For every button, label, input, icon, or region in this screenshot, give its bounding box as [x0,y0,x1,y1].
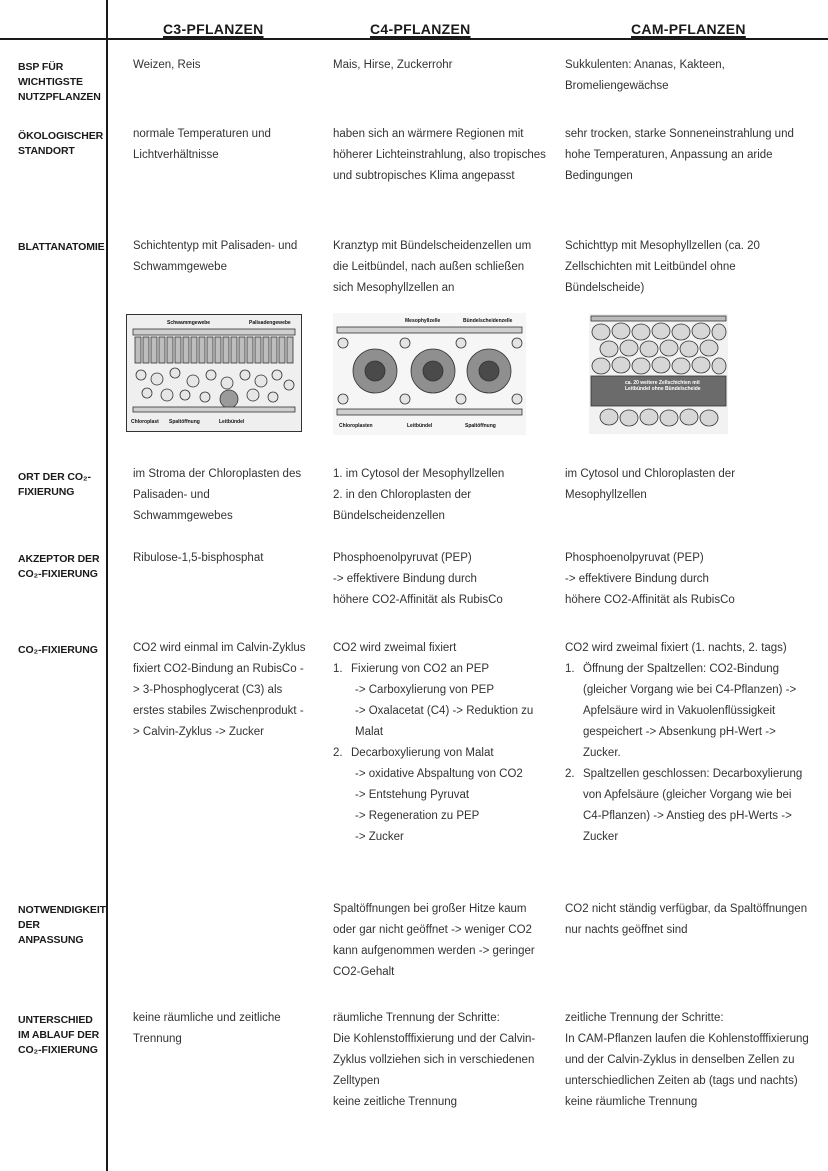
fix-c4-intro: CO2 wird zweimal fixiert [333,642,457,654]
ort-c4-line2: 2. in den Chloroplasten der Bündelscheidenzellen [333,489,472,522]
cell-notwendigkeit-c4: Spaltöffnungen bei großer Hitze kaum oder gar nicht geöffnet -> weniger CO2 kann aufgenommen werden -> geringer CO2-Gehalt [333,903,535,978]
row-label-fixierung: CO₂-FIXIERUNG [18,644,98,656]
cell-ort-c3: im Stroma der Chloroplasten des Palisaden- und Schwammgewebes [133,468,302,522]
unterschied-cam-line1: zeitliche Trennung der Schritte: [565,1012,724,1024]
akzeptor-c4-line3: höhere CO2-Affinität als RubisCo [333,594,503,606]
akzeptor-cam-line2: -> effektivere Bindung durch [565,573,709,585]
cell-bsp-c4: Mais, Hirse, Zuckerrohr [333,59,453,71]
c4-label-spalt: Spaltöffnung [465,423,496,429]
cell-akzeptor-c3: Ribulose-1,5-bisphosphat [133,552,264,564]
fix-cam-step1-num: 1. [565,663,575,675]
fix-cam-step2-text: Spaltzellen geschlossen: Decarboxylierung von Apfelsäure (gleicher Vorgang wie bei C4-Pflanzen) -> Anstieg des pH-Werts -> Zucker [583,768,803,843]
ort-c4-line1: 1. im Cytosol der Mesophyllzellen [333,468,505,480]
unterschied-c4-line2: Die Kohlenstofffixierung und der Calvin-Zyklus vollziehen sich in verschiedenen Zelltypen [333,1033,536,1087]
cell-anatomie-cam: Schichttyp mit Mesophyllzellen (ca. 20 Zellschichten mit Leitbündel ohne Bündelscheide) [565,240,760,294]
fix-c4-step2-b: -> Entstehung Pyruvat [355,789,470,801]
fix-c4-step1-num: 1. [333,663,343,675]
c3-label-leitbuendel: Leitbündel [219,419,245,425]
vertical-divider [106,0,108,1171]
c3-label-spalt: Spaltöffnung [169,419,200,425]
unterschied-cam-line3: keine räumliche Trennung [565,1096,698,1108]
fix-c4-step1-text: Fixierung von CO2 an PEP [351,663,490,675]
fix-c4-step2-num: 2. [333,747,343,759]
cell-standort-c3: normale Temperaturen und Lichtverhältnisse [133,128,271,161]
cell-anatomie-c3: Schichtentyp mit Palisaden- und Schwammgewebe [133,240,298,273]
c3-label-palisade: Palisadengewebe [249,320,291,326]
fix-cam-step2-num: 2. [565,768,575,780]
c4-label-meso: Mesophyllzelle [405,318,441,324]
cell-fixierung-c3: CO2 wird einmal im Calvin-Zyklus fixiert CO2-Bindung an RubisCo -> 3-Phosphoglycerat (C3) als erstes stabiles Zwischenprodukt -> Calvin-Zyklus -> Zucker [133,642,306,738]
cell-notwendigkeit-cam: CO2 nicht ständig verfügbar, da Spaltöffnungen nur nachts geöffnet sind [565,903,808,936]
cell-unterschied-c4 [333,1008,543,1113]
header-divider [0,38,828,40]
c4-label-scheide: Bündelscheidenzelle [463,318,513,324]
row-label-notwendigkeit: NOTWENDIGKEIT DER ANPASSUNG [18,904,106,946]
row-label-anatomie: BLATTANATOMIE [18,241,105,253]
fix-c4-step1-a: -> Carboxylierung von PEP [355,684,495,696]
header-c3: C3-PFLANZEN [163,21,264,37]
c4-label-leitbuendel: Leitbündel [407,423,433,429]
fix-c4-step2-text: Decarboxylierung von Malat [351,747,494,759]
akzeptor-cam-line1: Phosphoenolpyruvat (PEP) [565,552,704,564]
cell-ort-c4 [333,464,553,527]
cell-akzeptor-cam [565,548,815,611]
fix-c4-step1-b: -> Oxalacetat (C4) -> Reduktion zu Malat [355,705,534,738]
cell-unterschied-cam [565,1008,813,1113]
fix-c4-step2-c: -> Regeneration zu PEP [355,810,480,822]
cell-akzeptor-c4 [333,548,553,611]
akzeptor-cam-line3: höhere CO2-Affinität als RubisCo [565,594,735,606]
cell-ort-cam: im Cytosol und Chloroplasten der Mesophyllzellen [565,468,736,501]
fix-cam-intro: CO2 wird zweimal fixiert (1. nachts, 2. tags) [565,642,787,654]
cell-fixierung-cam [565,638,810,848]
unterschied-c4-line3: keine zeitliche Trennung [333,1096,458,1108]
c4-label-chloro: Chloroplasten [339,423,373,429]
cell-fixierung-c4 [333,638,555,848]
akzeptor-c4-line2: -> effektivere Bindung durch [333,573,477,585]
fix-c4-step2-d: -> Zucker [355,831,404,843]
fix-c4-step2 [333,743,555,764]
akzeptor-c4-line1: Phosphoenolpyruvat (PEP) [333,552,472,564]
cell-bsp-cam: Sukkulenten: Ananas, Kakteen, Bromeliengewächse [565,59,725,92]
unterschied-cam-line2: In CAM-Pflanzen laufen die Kohlenstofffixierung und der Calvin-Zyklus in denselben Zellen zu unterschiedlichen Zeiten ab (tags und nachts) [565,1033,809,1087]
c3-leaf-cross-section [126,314,302,432]
fix-cam-step2 [565,764,810,848]
fix-c4-step1 [333,659,555,680]
header-c4: C4-PFLANZEN [370,21,471,37]
cell-bsp-c3: Weizen, Reis [133,59,201,71]
cell-unterschied-c3: keine räumliche und zeitliche Trennung [133,1012,281,1045]
cell-standort-cam: sehr trocken, starke Sonneneinstrahlung und hohe Temperaturen, Anpassung an aride Bedingungen [565,128,794,182]
cell-standort-c4: haben sich an wärmere Regionen mit höherer Lichteinstrahlung, also tropisches und subtropisches Klima angepasst [333,128,546,182]
c3-label-schwamm: Schwammgewebe [167,320,211,326]
cell-anatomie-c4: Kranztyp mit Bündelscheidenzellen um die Leitbündel, nach außen schließen sich Mesophyllzellen an [333,240,532,294]
row-label-akzeptor: AKZEPTOR DER CO₂-FIXIERUNG [18,553,100,580]
c3-label-chloroplast: Chloroplast [131,419,159,425]
fix-cam-step1 [565,659,810,764]
row-label-unterschied: UNTERSCHIED IM ABLAUF DER CO₂-FIXIERUNG [18,1014,100,1056]
header-cam: CAM-PFLANZEN [631,21,746,37]
c4-leaf-cross-section [333,313,526,435]
fix-cam-step1-text: Öffnung der Spaltzellen: CO2-Bindung (gleicher Vorgang wie bei C4-Pflanzen) -> Apfelsäure wird in Vakuolenflüssigkeit gespeichert -> Absenkung pH-Wert -> Zucker. [583,663,797,759]
fix-c4-step2-a: -> oxidative Abspaltung von CO2 [355,768,523,780]
cam-leaf-cross-section [589,314,728,434]
unterschied-c4-line1: räumliche Trennung der Schritte: [333,1012,500,1024]
row-label-ort: ORT DER CO₂-FIXIERUNG [18,471,91,498]
row-label-standort: ÖKOLOGISCHER STANDORT [18,130,104,157]
row-label-bsp: BSP FÜR WICHTIGSTE NUTZPFLANZEN [18,61,101,103]
cam-image-caption: ca. 20 weitere Zellschichten mit Leitbündel ohne Bündelscheide [625,380,701,392]
